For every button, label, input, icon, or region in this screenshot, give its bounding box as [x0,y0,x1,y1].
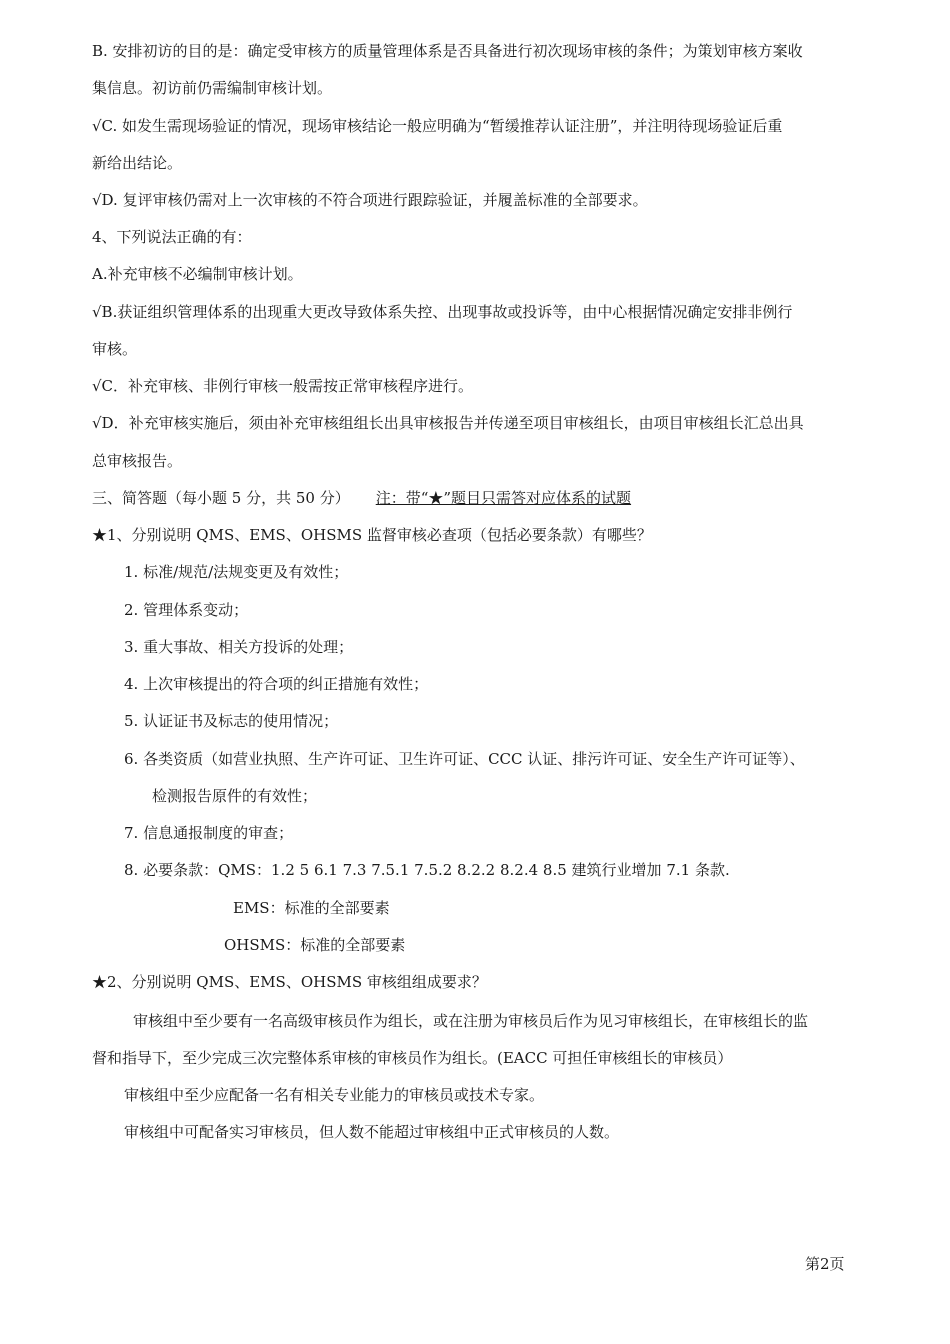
text-line: √D. 复评审核仍需对上一次审核的不符合项进行跟踪验证，并履盖标准的全部要求。 [92,191,648,209]
page-number: 第2页 [805,1255,845,1273]
paragraph-line: 审核组中至少应配备一名有相关专业能力的审核员或技术专家。 [124,1086,545,1104]
section-note: 注：带“★”题目只需答对应体系的试题 [375,489,632,507]
paragraph-line: 审核组中至少要有一名高级审核员作为组长，或在注册为审核员后作为见习审核组长，在审核组长的监 [133,1012,809,1030]
text-line: √B.获证组织管理体系的出现重大更改导致体系失控、出现事故或投诉等，由中心根据情况确定安排非例行 [92,303,793,321]
text-line: B. 安排初访的目的是：确定受审核方的质量管理体系是否具备进行初次现场审核的条件；为策划审核方案收 [92,42,803,60]
text-line: 新给出结论。 [92,154,183,172]
list-item-continuation: EMS：标准的全部要素 [233,899,390,917]
list-item: 7. 信息通报制度的审查； [124,824,294,842]
text-line: √D．补充审核实施后，须由补充审核组组长出具审核报告并传递至项目审核组长，由项目审核组长汇总出具 [92,414,804,432]
section-title: 三、简答题（每小题 5 分，共 50 分） [92,489,350,507]
text-line: 总审核报告。 [92,452,183,470]
question-title: ★1、分别说明 QMS、EMS、OHSMS 监督审核必查项（包括必要条款）有哪些？ [92,526,652,544]
question-heading: 4、下列说法正确的有： [92,228,252,246]
text-line: 集信息。初访前仍需编制审核计划。 [92,79,333,97]
paragraph-line: 审核组中可配备实习审核员，但人数不能超过审核组中正式审核员的人数。 [124,1123,620,1141]
paragraph-line: 督和指导下，至少完成三次完整体系审核的审核员作为组长。(EACC 可担任审核组长的审核员） [92,1049,733,1067]
text-line: 审核。 [92,340,138,358]
list-item: 3. 重大事故、相关方投诉的处理； [124,638,354,656]
list-item-continuation: 检测报告原件的有效性； [152,787,318,805]
list-item: 1. 标准/规范/法规变更及有效性； [124,563,349,581]
list-item: 6. 各类资质（如营业执照、生产许可证、卫生许可证、CCC 认证、排污许可证、安全生产许可证等）、 [124,750,805,768]
list-item: 2. 管理体系变动； [124,601,249,619]
text-line: A.补充审核不必编制审核计划。 [92,265,303,283]
section-heading [92,488,631,508]
text-line: √C. 如发生需现场验证的情况，现场审核结论一般应明确为“暂缓推荐认证注册”，并注明待现场验证后重 [92,117,783,135]
text-line: √C．补充审核、非例行审核一般需按正常审核程序进行。 [92,377,474,395]
list-item: 5. 认证证书及标志的使用情况； [124,712,339,730]
list-item: 8. 必要条款：QMS：1.2 5 6.1 7.3 7.5.1 7.5.2 8.2.2 8.2.4 8.5 建筑行业增加 7.1 条款. [124,861,730,879]
question-title: ★2、分别说明 QMS、EMS、OHSMS 审核组组成要求？ [92,973,487,991]
list-item: 4. 上次审核提出的符合项的纠正措施有效性； [124,675,429,693]
list-item-continuation: OHSMS：标准的全部要素 [224,936,406,954]
